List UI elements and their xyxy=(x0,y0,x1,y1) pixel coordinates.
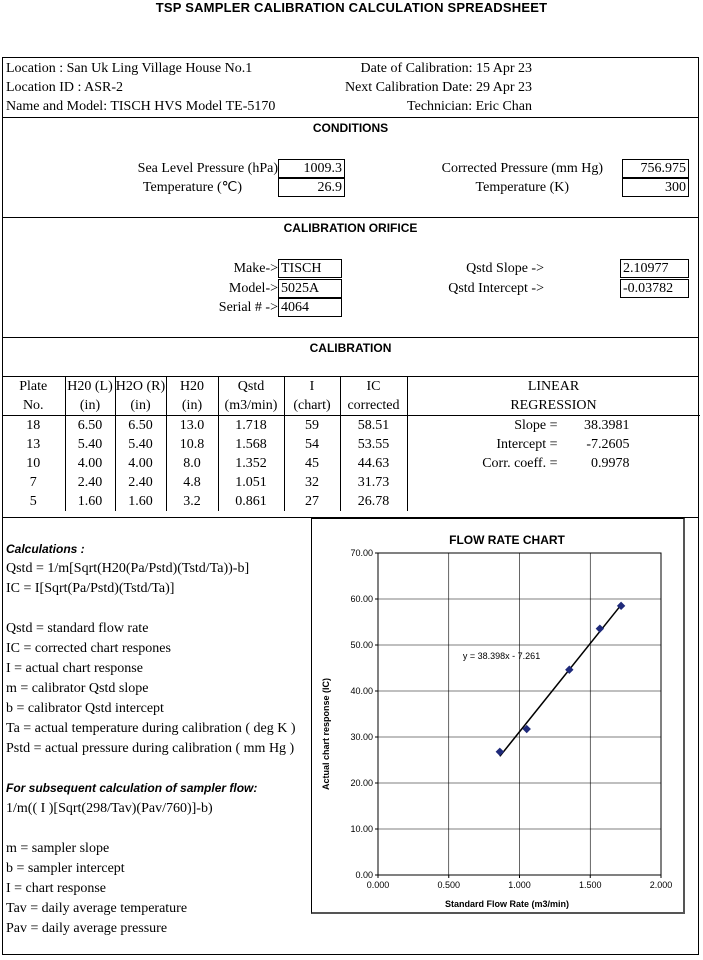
table-cell: 13 xyxy=(2,435,65,454)
definition: I = actual chart response xyxy=(6,661,143,676)
table-cell: 18 xyxy=(2,416,65,436)
x-tick-label: 2.000 xyxy=(649,880,673,890)
chart-ylabel: Actual chart response (IC) xyxy=(321,677,331,791)
header-ic-unit: corrected xyxy=(340,396,407,416)
location-text: Location : San Uk Ling Village House No.1 xyxy=(6,61,253,76)
table-cell: 59 xyxy=(284,416,340,436)
table-cell xyxy=(407,473,700,492)
regression-slope xyxy=(407,416,700,436)
qstd-intercept-label: Qstd Intercept -> xyxy=(448,281,544,296)
temperature-k-value: 300 xyxy=(622,178,689,197)
chart-title: FLOW RATE CHART xyxy=(449,533,565,547)
location-id-text: Location ID : ASR-2 xyxy=(6,80,124,95)
qstd-slope-value: 2.10977 xyxy=(620,259,689,278)
table-cell: 44.63 xyxy=(340,454,407,473)
header-h20-l: H20 (L) xyxy=(65,377,115,396)
flow-rate-chart xyxy=(311,518,685,914)
table-row xyxy=(2,454,700,473)
table-row xyxy=(2,416,700,436)
y-tick-label: 0.00 xyxy=(355,870,373,880)
y-tick-label: 20.00 xyxy=(350,778,373,788)
calculations-heading: Calculations : xyxy=(6,542,85,556)
definition: Pav = daily average pressure xyxy=(6,921,168,936)
table-cell: 5.40 xyxy=(115,435,166,454)
flow-rate-chart-svg xyxy=(312,519,684,913)
model-value: 5025A xyxy=(278,279,342,298)
regression-slope-value: 38.3981 xyxy=(584,417,630,433)
table-cell: 1.352 xyxy=(218,454,284,473)
table-cell xyxy=(407,492,700,511)
table-cell: 31.73 xyxy=(340,473,407,492)
header-plate: Plate xyxy=(2,377,65,396)
divider xyxy=(2,217,699,218)
y-tick-label: 70.00 xyxy=(350,548,373,558)
x-tick-label: 0.000 xyxy=(366,880,390,890)
orifice-heading: CALIBRATION ORIFICE xyxy=(283,221,418,235)
header-plate-unit: No. xyxy=(2,396,65,416)
header-h20-l-unit: (in) xyxy=(65,396,115,416)
table-cell: 32 xyxy=(284,473,340,492)
table-cell: 6.50 xyxy=(115,416,166,436)
header-i: I xyxy=(284,377,340,396)
sea-level-pressure-value: 1009.3 xyxy=(278,159,345,178)
table-cell: 7 xyxy=(2,473,65,492)
subsequent-heading: For subsequent calculation of sampler flow: xyxy=(6,781,258,795)
definition: m = calibrator Qstd slope xyxy=(6,681,149,696)
table-cell: 0.861 xyxy=(218,492,284,511)
make-label: Make-> xyxy=(233,261,278,276)
regression-corr xyxy=(407,454,700,473)
formula-ic: IC = I[Sqrt(Pa/Pstd)(Tstd/Ta)] xyxy=(6,581,175,596)
name-model-text: Name and Model: TISCH HVS Model TE-5170 xyxy=(6,99,276,114)
serial-label: Serial # -> xyxy=(218,300,278,315)
regression-slope-label: Slope = xyxy=(514,417,558,433)
regression-corr-value: 0.9978 xyxy=(591,455,630,471)
table-cell: 2.40 xyxy=(65,473,115,492)
header-ic: IC xyxy=(340,377,407,396)
table-cell: 5 xyxy=(2,492,65,511)
header-i-unit: (chart) xyxy=(284,396,340,416)
table-cell: 8.0 xyxy=(166,454,218,473)
table-cell: 2.40 xyxy=(115,473,166,492)
header-h2o-r-unit: (in) xyxy=(115,396,166,416)
definition: m = sampler slope xyxy=(6,841,110,856)
regression-intercept-label: Intercept = xyxy=(496,436,558,452)
table-cell: 1.568 xyxy=(218,435,284,454)
y-tick-label: 40.00 xyxy=(350,686,373,696)
table-cell: 1.60 xyxy=(65,492,115,511)
model-label: Model-> xyxy=(228,281,278,296)
header-linear: LINEAR xyxy=(527,378,580,394)
table-cell: 1.60 xyxy=(115,492,166,511)
table-cell: 3.2 xyxy=(166,492,218,511)
temperature-c-value: 26.9 xyxy=(278,178,345,197)
temperature-c-label: Temperature (℃) xyxy=(142,180,242,195)
header-qstd: Qstd xyxy=(218,377,284,396)
table-cell: 4.00 xyxy=(65,454,115,473)
regression-corr-label: Corr. coeff. = xyxy=(482,455,558,471)
table-row xyxy=(2,435,700,454)
header-h2o-r: H2O (R) xyxy=(115,377,166,396)
x-tick-label: 1.500 xyxy=(578,880,602,890)
temperature-k-label: Temperature (K) xyxy=(475,180,569,195)
y-tick-label: 30.00 xyxy=(350,732,373,742)
subsequent-formula: 1/m(( I )[Sqrt(298/Tav)(Pav/760)]-b) xyxy=(6,801,213,816)
table-cell: 26.78 xyxy=(340,492,407,511)
table-cell: 10 xyxy=(2,454,65,473)
table-cell: 10.8 xyxy=(166,435,218,454)
table-cell: 27 xyxy=(284,492,340,511)
y-tick-label: 50.00 xyxy=(350,640,373,650)
calibration-table xyxy=(2,377,700,511)
date-of-calibration: Date of Calibration: 15 Apr 23 xyxy=(360,61,532,76)
page-title: TSP SAMPLER CALIBRATION CALCULATION SPREADSHEET xyxy=(155,0,548,15)
chart-xlabel: Standard Flow Rate (m3/min) xyxy=(444,899,570,909)
sea-level-pressure-label: Sea Level Pressure (hPa) xyxy=(137,161,278,176)
qstd-intercept-value: -0.03782 xyxy=(620,279,689,298)
table-row xyxy=(2,492,700,511)
make-value: TISCH xyxy=(278,259,342,278)
definition: Pstd = actual pressure during calibration ( mm Hg ) xyxy=(6,741,295,756)
definition: b = sampler intercept xyxy=(6,861,125,876)
regression-intercept-value: -7.2605 xyxy=(586,436,630,452)
header-qstd-unit: (m3/min) xyxy=(218,396,284,416)
table-cell: 45 xyxy=(284,454,340,473)
corrected-pressure-label: Corrected Pressure (mm Hg) xyxy=(441,161,603,176)
divider xyxy=(2,337,699,338)
technician: Technician: Eric Chan xyxy=(407,99,532,114)
table-cell: 53.55 xyxy=(340,435,407,454)
definition: b = calibrator Qstd intercept xyxy=(6,701,164,716)
definition: I = chart response xyxy=(6,881,107,896)
y-tick-label: 10.00 xyxy=(350,824,373,834)
table-cell: 1.051 xyxy=(218,473,284,492)
x-tick-label: 0.500 xyxy=(437,880,461,890)
trendline-equation: y = 38.398x - 7.261 xyxy=(462,650,541,661)
table-cell: 4.00 xyxy=(115,454,166,473)
table-cell: 5.40 xyxy=(65,435,115,454)
serial-value: 4064 xyxy=(278,298,342,317)
table-cell: 54 xyxy=(284,435,340,454)
table-cell: 13.0 xyxy=(166,416,218,436)
table-cell: 6.50 xyxy=(65,416,115,436)
definition: Ta = actual temperature during calibration ( deg K ) xyxy=(6,721,296,736)
x-tick-label: 1.000 xyxy=(508,880,531,890)
formula-qstd: Qstd = 1/m[Sqrt(H20(Pa/Pstd)(Tstd/Ta))-b] xyxy=(6,561,250,576)
y-tick-label: 60.00 xyxy=(350,594,373,604)
conditions-heading: CONDITIONS xyxy=(312,121,389,135)
divider xyxy=(2,117,699,118)
definition: Tav = daily average temperature xyxy=(6,901,188,916)
header-regression: REGRESSION xyxy=(407,396,700,416)
header-h20-unit: (in) xyxy=(166,396,218,416)
table-cell: 58.51 xyxy=(340,416,407,436)
table-cell: 4.8 xyxy=(166,473,218,492)
calibration-heading: CALIBRATION xyxy=(309,341,392,355)
definition: IC = corrected chart respones xyxy=(6,641,171,656)
regression-intercept xyxy=(407,435,700,454)
table-cell: 1.718 xyxy=(218,416,284,436)
table-row xyxy=(2,473,700,492)
header-h20: H20 xyxy=(166,377,218,396)
corrected-pressure-value: 756.975 xyxy=(622,159,689,178)
definition: Qstd = standard flow rate xyxy=(6,621,149,636)
qstd-slope-label: Qstd Slope -> xyxy=(466,261,544,276)
next-calibration-date: Next Calibration Date: 29 Apr 23 xyxy=(344,80,532,95)
